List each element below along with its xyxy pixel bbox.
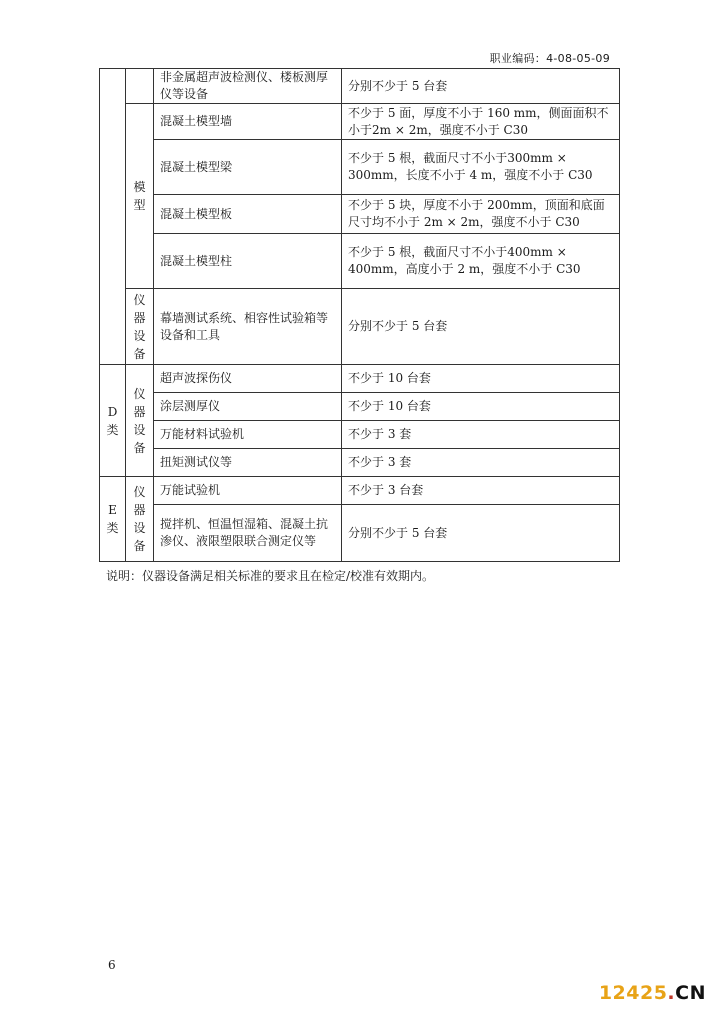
category-label: E类: [106, 503, 119, 535]
subcategory-cell: [126, 104, 154, 289]
equipment-name: 混凝土模型板: [154, 195, 342, 234]
equipment-requirement: 不少于 10 台套: [342, 365, 620, 393]
subcategory-label: 仪器设备: [133, 485, 146, 553]
equipment-requirement: 分别不少于 5 台套: [342, 69, 620, 104]
table-row: [100, 421, 620, 449]
equipment-name: 非金属超声波检测仪、楼板测厚仪等设备: [154, 69, 342, 104]
subcategory-label: 模型: [133, 180, 146, 212]
equipment-name: 扭矩测试仪等: [154, 449, 342, 477]
table-row: [100, 195, 620, 234]
equipment-requirement: 不少于 5 面，厚度不小于 160 mm，侧面面积不小于2m × 2m，强度不小于 C30: [342, 104, 620, 140]
equipment-name: 搅拌机、恒温恒湿箱、混凝土抗渗仪、液限塑限联合测定仪等: [154, 505, 342, 562]
subcategory-cell: [126, 289, 154, 365]
subcategory-cell: [126, 69, 154, 104]
table-row: [100, 289, 620, 365]
subcategory-cell: [126, 477, 154, 562]
table-row: [100, 140, 620, 195]
equipment-requirement: 不少于 5 根，截面尺寸不小于400mm × 400mm，高度小于 2 m，强度不小于 C30: [342, 234, 620, 289]
watermark-suffix: CN: [675, 982, 706, 1004]
category-cell: [100, 69, 126, 365]
table-row: [100, 449, 620, 477]
watermark-dot: .: [667, 982, 676, 1004]
equipment-requirement: 不少于 5 块，厚度不小于 200mm，顶面和底面尺寸均不小于 2m × 2m，强度不小于 C30: [342, 195, 620, 234]
equipment-name: 万能试验机: [154, 477, 342, 505]
equipment-name: 幕墙测试系统、相容性试验箱等设备和工具: [154, 289, 342, 365]
equipment-requirement: 不少于 3 套: [342, 421, 620, 449]
watermark-logo: [599, 982, 706, 1004]
page-number: 6: [108, 958, 116, 972]
equipment-requirement: 分别不少于 5 台套: [342, 505, 620, 562]
equipment-name: 混凝土模型柱: [154, 234, 342, 289]
table-note: 说明：仪器设备满足相关标准的要求且在检定/校准有效期内。: [106, 569, 435, 583]
equipment-requirement: 分别不少于 5 台套: [342, 289, 620, 365]
equipment-requirement: 不少于 10 台套: [342, 393, 620, 421]
equipment-name: 涂层测厚仪: [154, 393, 342, 421]
table-row: [100, 69, 620, 104]
watermark-main: 12425: [598, 982, 668, 1004]
equipment-requirement: 不少于 5 根，截面尺寸不小于300mm × 300mm，长度不小于 4 m，强度不小于 C30: [342, 140, 620, 195]
category-label: D类: [106, 404, 119, 437]
table-row: [100, 234, 620, 289]
category-cell: [100, 365, 126, 477]
table-row: [100, 365, 620, 393]
subcategory-label: 仪器设备: [133, 292, 146, 361]
equipment-requirement: 不少于 3 套: [342, 449, 620, 477]
category-cell: [100, 477, 126, 562]
equipment-name: 混凝土模型梁: [154, 140, 342, 195]
subcategory-cell: [126, 365, 154, 477]
equipment-name: 混凝土模型墙: [154, 104, 342, 140]
table-row: [100, 104, 620, 140]
equipment-requirement: 不少于 3 台套: [342, 477, 620, 505]
table-row: [100, 505, 620, 562]
document-code: 职业编码：4-08-05-09: [489, 52, 610, 65]
table-row: [100, 477, 620, 505]
equipment-table: [99, 68, 620, 562]
table-row: [100, 393, 620, 421]
subcategory-label: 仪器设备: [133, 386, 146, 455]
equipment-name: 超声波探伤仪: [154, 365, 342, 393]
equipment-name: 万能材料试验机: [154, 421, 342, 449]
